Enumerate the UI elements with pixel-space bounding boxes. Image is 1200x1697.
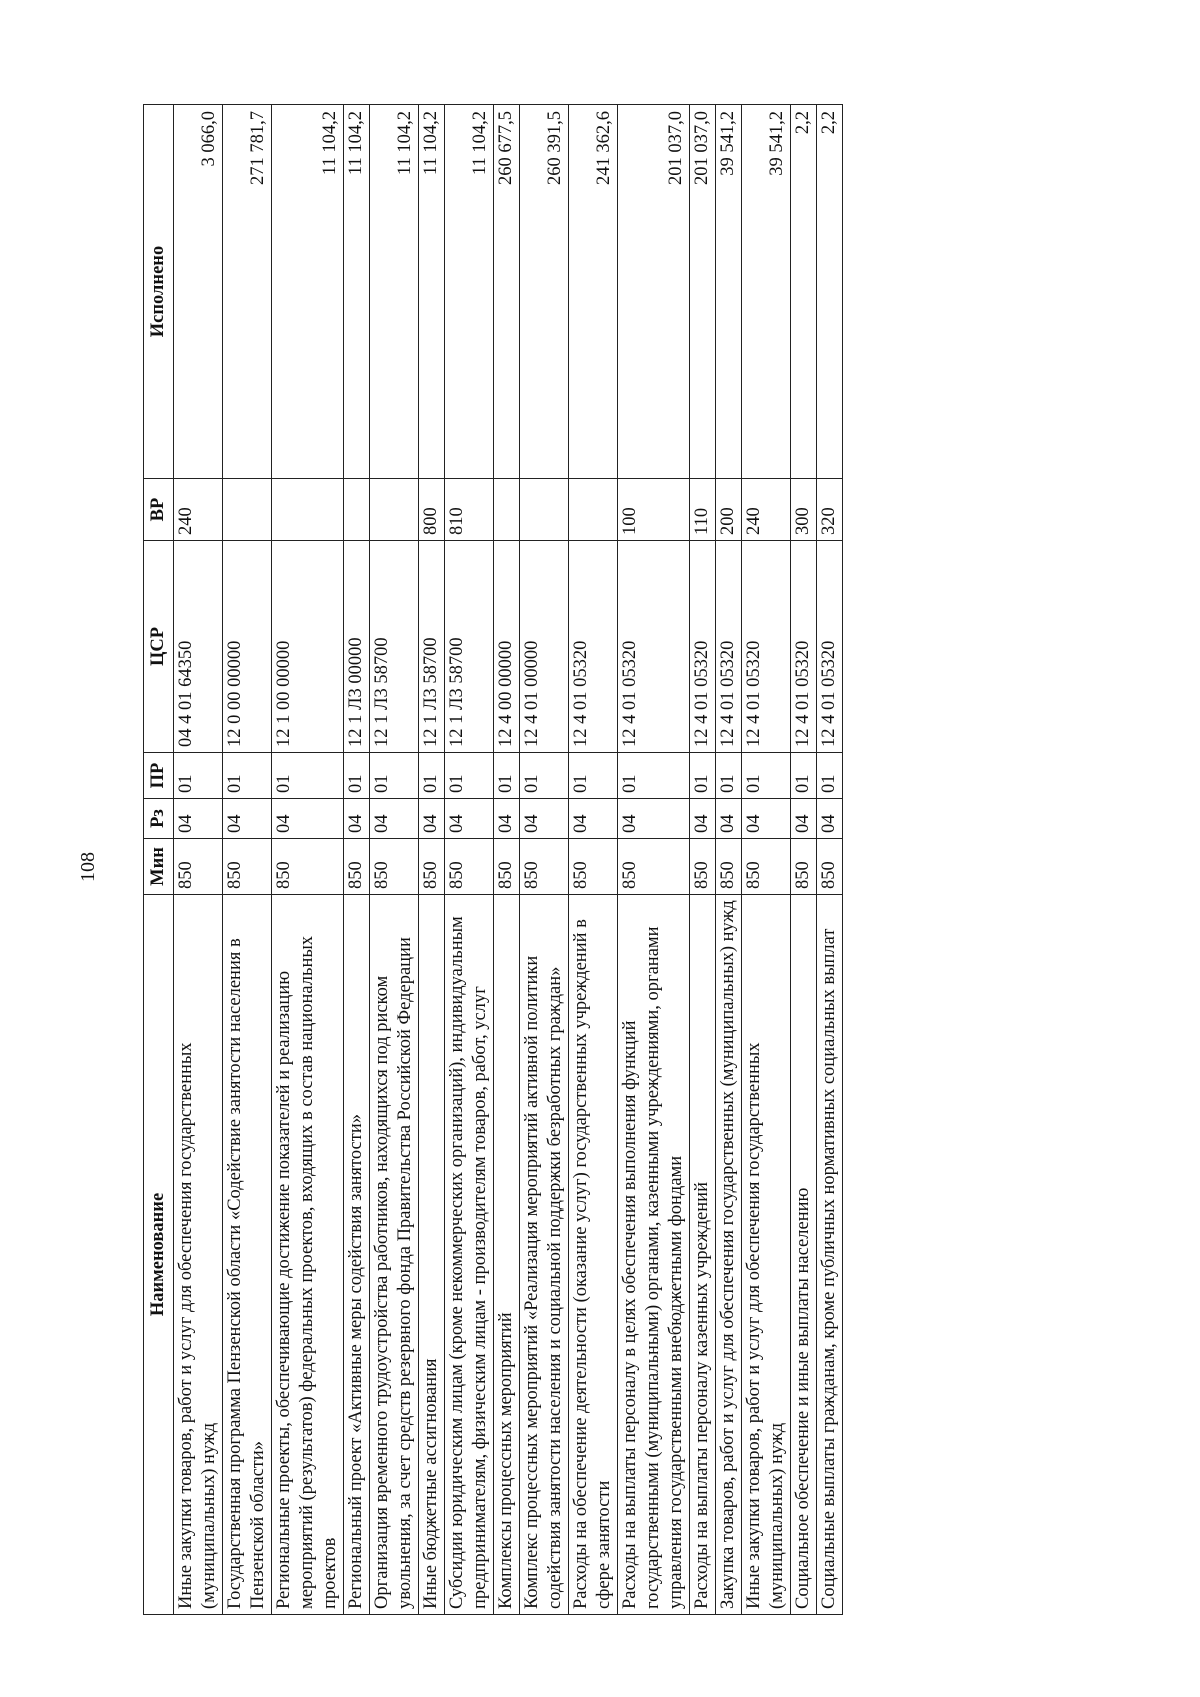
- cell-vr: [344, 479, 370, 541]
- cell-min: 850: [494, 839, 520, 895]
- cell-vr: [520, 479, 569, 541]
- cell-min: 850: [791, 839, 817, 895]
- cell-min: 850: [223, 839, 272, 895]
- cell-vr: [272, 479, 344, 541]
- table-row: [569, 105, 618, 1615]
- rotated-table-container: [143, 105, 1143, 1615]
- table-row: [742, 105, 791, 1615]
- cell-vr: [494, 479, 520, 541]
- cell-min: 850: [370, 839, 419, 895]
- cell-vr: 200: [716, 479, 742, 541]
- cell-csr: 12 0 00 00000: [223, 541, 272, 753]
- cell-name: Расходы на выплаты персоналу казенных учреждений: [690, 895, 716, 1615]
- table-row: [817, 105, 843, 1615]
- cell-min: 850: [690, 839, 716, 895]
- cell-name: Закупка товаров, работ и услуг для обеспечения государственных (муниципальных) нужд: [716, 895, 742, 1615]
- header-pr: ПР: [144, 753, 174, 799]
- cell-vr: 320: [817, 479, 843, 541]
- cell-vr: [569, 479, 618, 541]
- cell-name: Региональный проект «Активные меры содействия занятости»: [344, 895, 370, 1615]
- cell-min: 850: [174, 839, 223, 895]
- cell-executed: 3 066,0: [174, 105, 223, 479]
- cell-executed: 11 104,2: [272, 105, 344, 479]
- cell-executed: 201 037,0: [690, 105, 716, 479]
- cell-csr: 12 4 01 00000: [520, 541, 569, 753]
- cell-csr: 12 1 Л3 00000: [344, 541, 370, 753]
- cell-csr: 12 4 01 05320: [618, 541, 690, 753]
- cell-name: Иные закупки товаров, работ и услуг для обеспечения государственных (муниципальных) нужд: [174, 895, 223, 1615]
- table-row: [419, 105, 445, 1615]
- cell-csr: 12 4 00 00000: [494, 541, 520, 753]
- cell-pr: 01: [520, 753, 569, 799]
- table-header-row: [144, 105, 174, 1615]
- cell-pr: 01: [419, 753, 445, 799]
- cell-min: 850: [445, 839, 494, 895]
- cell-pr: 01: [791, 753, 817, 799]
- table-row: [223, 105, 272, 1615]
- cell-name: Расходы на обеспечение деятельности (оказание услуг) государственных учреждений в сфере занятости: [569, 895, 618, 1615]
- cell-rz: 04: [223, 799, 272, 839]
- cell-pr: 01: [174, 753, 223, 799]
- cell-name: Комплексы процессных мероприятий: [494, 895, 520, 1615]
- cell-pr: 01: [445, 753, 494, 799]
- cell-name: Иные бюджетные ассигнования: [419, 895, 445, 1615]
- cell-csr: 12 4 01 05320: [690, 541, 716, 753]
- header-min: Мин: [144, 839, 174, 895]
- cell-executed: 260 391,5: [520, 105, 569, 479]
- cell-vr: 240: [742, 479, 791, 541]
- table-row: [791, 105, 817, 1615]
- cell-rz: 04: [419, 799, 445, 839]
- cell-executed: 39 541,2: [742, 105, 791, 479]
- cell-vr: [370, 479, 419, 541]
- cell-executed: 2,2: [791, 105, 817, 479]
- cell-rz: 04: [742, 799, 791, 839]
- cell-executed: 260 677,5: [494, 105, 520, 479]
- table-row: [445, 105, 494, 1615]
- cell-min: 850: [817, 839, 843, 895]
- cell-csr: 12 4 01 05320: [569, 541, 618, 753]
- cell-pr: 01: [690, 753, 716, 799]
- cell-pr: 01: [223, 753, 272, 799]
- cell-rz: 04: [344, 799, 370, 839]
- cell-vr: 800: [419, 479, 445, 541]
- cell-executed: 11 104,2: [419, 105, 445, 479]
- cell-min: 850: [618, 839, 690, 895]
- table-row: [520, 105, 569, 1615]
- cell-name: Субсидии юридическим лицам (кроме некоммерческих организаций), индивидуальным предпринимателям, физическим лицам - производителям товаров, работ, услуг: [445, 895, 494, 1615]
- cell-pr: 01: [370, 753, 419, 799]
- cell-csr: 12 4 01 05320: [716, 541, 742, 753]
- table-row: [272, 105, 344, 1615]
- cell-csr: 12 4 01 05320: [742, 541, 791, 753]
- table-row: [716, 105, 742, 1615]
- table-row: [174, 105, 223, 1615]
- budget-table: [143, 104, 843, 1615]
- cell-vr: 240: [174, 479, 223, 541]
- cell-executed: 39 541,2: [716, 105, 742, 479]
- cell-rz: 04: [370, 799, 419, 839]
- cell-rz: 04: [791, 799, 817, 839]
- cell-rz: 04: [817, 799, 843, 839]
- cell-vr: 110: [690, 479, 716, 541]
- cell-executed: 241 362,6: [569, 105, 618, 479]
- cell-pr: 01: [817, 753, 843, 799]
- cell-pr: 01: [569, 753, 618, 799]
- cell-executed: 201 037,0: [618, 105, 690, 479]
- cell-csr: 12 4 01 05320: [791, 541, 817, 753]
- cell-pr: 01: [494, 753, 520, 799]
- cell-min: 850: [520, 839, 569, 895]
- cell-rz: 04: [520, 799, 569, 839]
- header-executed: Исполнено: [144, 105, 174, 479]
- cell-name: Комплекс процессных мероприятий «Реализация мероприятий активной политики содействия занятости населения и социальной поддержки безработных граждан»: [520, 895, 569, 1615]
- cell-rz: 04: [174, 799, 223, 839]
- cell-name: Расходы на выплаты персоналу в целях обеспечения выполнения функций государственными (муниципальными) органами, казенными учреждениями, органами управления государственными внебюджетными фондами: [618, 895, 690, 1615]
- header-vr: ВР: [144, 479, 174, 541]
- cell-vr: 100: [618, 479, 690, 541]
- cell-min: 850: [272, 839, 344, 895]
- cell-rz: 04: [494, 799, 520, 839]
- cell-csr: 04 4 01 64350: [174, 541, 223, 753]
- cell-pr: 01: [344, 753, 370, 799]
- cell-pr: 01: [742, 753, 791, 799]
- cell-rz: 04: [445, 799, 494, 839]
- cell-executed: 271 781,7: [223, 105, 272, 479]
- cell-min: 850: [569, 839, 618, 895]
- cell-rz: 04: [618, 799, 690, 839]
- cell-rz: 04: [272, 799, 344, 839]
- cell-pr: 01: [716, 753, 742, 799]
- cell-name: Социальное обеспечение и иные выплаты населению: [791, 895, 817, 1615]
- cell-name: Социальные выплаты гражданам, кроме публичных нормативных социальных выплат: [817, 895, 843, 1615]
- cell-rz: 04: [569, 799, 618, 839]
- cell-csr: 12 1 Л3 58700: [419, 541, 445, 753]
- cell-executed: 11 104,2: [370, 105, 419, 479]
- table-row: [344, 105, 370, 1615]
- cell-csr: 12 1 00 00000: [272, 541, 344, 753]
- cell-pr: 01: [272, 753, 344, 799]
- cell-vr: 300: [791, 479, 817, 541]
- table-row: [618, 105, 690, 1615]
- cell-executed: 11 104,2: [445, 105, 494, 479]
- header-csr: ЦСР: [144, 541, 174, 753]
- cell-executed: 2,2: [817, 105, 843, 479]
- cell-csr: 12 1 Л3 58700: [445, 541, 494, 753]
- cell-min: 850: [742, 839, 791, 895]
- cell-min: 850: [419, 839, 445, 895]
- table-row: [494, 105, 520, 1615]
- cell-min: 850: [344, 839, 370, 895]
- cell-csr: 12 4 01 05320: [817, 541, 843, 753]
- cell-min: 850: [716, 839, 742, 895]
- cell-vr: 810: [445, 479, 494, 541]
- cell-rz: 04: [690, 799, 716, 839]
- cell-csr: 12 1 Л3 58700: [370, 541, 419, 753]
- header-rz: Рз: [144, 799, 174, 839]
- cell-vr: [223, 479, 272, 541]
- cell-name: Иные закупки товаров, работ и услуг для обеспечения государственных (муниципальных) нужд: [742, 895, 791, 1615]
- cell-pr: 01: [618, 753, 690, 799]
- cell-name: Организация временного трудоустройства работников, находящихся под риском увольнения, за счет средств резервного фонда Правительства Российской Федерации: [370, 895, 419, 1615]
- cell-executed: 11 104,2: [344, 105, 370, 479]
- cell-rz: 04: [716, 799, 742, 839]
- cell-name: Государственная программа Пензенской области «Содействие занятости населения в Пензенской области»: [223, 895, 272, 1615]
- page-number: 108: [77, 852, 99, 882]
- header-name: Наименование: [144, 895, 174, 1615]
- cell-name: Региональные проекты, обеспечивающие достижение показателей и реализацию мероприятий (результатов) федеральных проектов, входящих в состав национальных проектов: [272, 895, 344, 1615]
- table-row: [690, 105, 716, 1615]
- table-row: [370, 105, 419, 1615]
